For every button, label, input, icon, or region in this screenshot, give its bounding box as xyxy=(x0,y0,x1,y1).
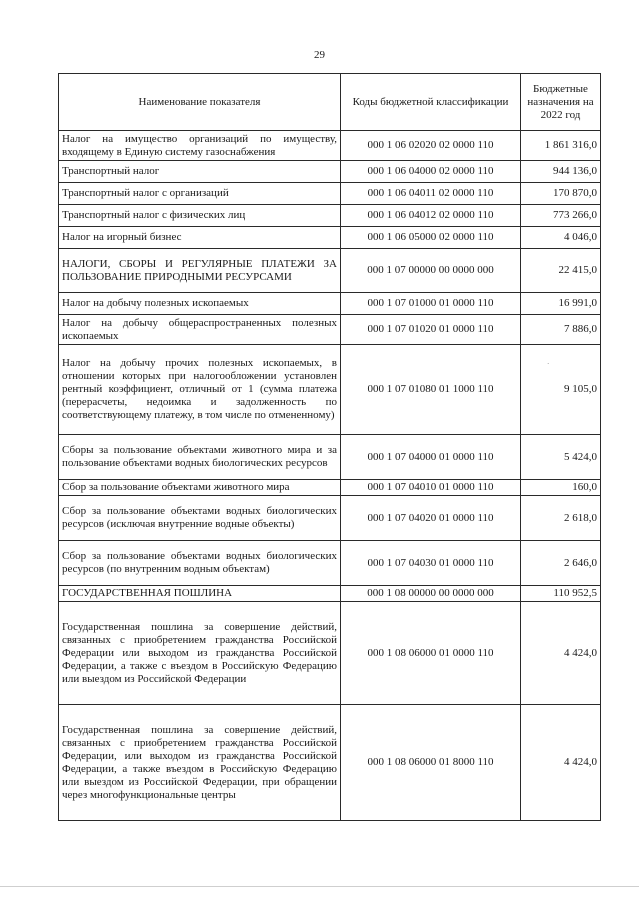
row-amount: 5 424,0 xyxy=(521,435,601,480)
row-code: 000 1 06 04011 02 0000 110 xyxy=(341,183,521,205)
row-name: Налог на добычу полезных ископаемых xyxy=(59,293,341,315)
row-amount: 4 046,0 xyxy=(521,227,601,249)
row-name: Сбор за пользование объектами животного мира xyxy=(59,480,341,496)
row-amount: 9 105,0 xyxy=(521,345,601,435)
table-row xyxy=(59,183,601,205)
footer-divider xyxy=(0,886,639,887)
row-name: Налог на имущество организаций по имуществу, входящему в Единую систему газоснабжения xyxy=(59,131,341,161)
scan-speck: · xyxy=(547,360,550,368)
row-amount: 2 646,0 xyxy=(521,541,601,586)
row-name: Налог на добычу общераспространенных полезных ископаемых xyxy=(59,315,341,345)
row-amount: 110 952,5 xyxy=(521,586,601,602)
row-code: 000 1 07 04000 01 0000 110 xyxy=(341,435,521,480)
row-amount: 7 886,0 xyxy=(521,315,601,345)
row-name: Транспортный налог с физических лиц xyxy=(59,205,341,227)
row-code: 000 1 07 04020 01 0000 110 xyxy=(341,496,521,541)
row-name: Государственная пошлина за совершение действий, связанных с приобретением гражданства Российской Федерации или выходом из гражданства Российской Федерации, а также с въездом в Российскую Федерацию или выездом из Российской Федерации xyxy=(59,602,341,705)
row-code: 000 1 07 04030 01 0000 110 xyxy=(341,541,521,586)
row-amount: 944 136,0 xyxy=(521,161,601,183)
row-name: Налог на игорный бизнес xyxy=(59,227,341,249)
row-name: Транспортный налог с организаций xyxy=(59,183,341,205)
table-row xyxy=(59,315,601,345)
row-amount: 4 424,0 xyxy=(521,705,601,821)
table-row xyxy=(59,205,601,227)
table-row xyxy=(59,161,601,183)
row-code: 000 1 07 01080 01 1000 110 xyxy=(341,345,521,435)
table-row xyxy=(59,345,601,435)
row-code: 000 1 07 01020 01 0000 110 xyxy=(341,315,521,345)
row-name: Налог на добычу прочих полезных ископаемых, в отношении которых при налогообложении установлен рентный коэффициент, отличный от 1 (сумма платежа (перерасчеты, недоимка и задолженность по соответствующему платежу, в том числе по отмененному) xyxy=(59,345,341,435)
row-amount: 16 991,0 xyxy=(521,293,601,315)
row-code: 000 1 08 00000 00 0000 000 xyxy=(341,586,521,602)
row-name: Транспортный налог xyxy=(59,161,341,183)
table-row xyxy=(59,131,601,161)
table-row xyxy=(59,496,601,541)
table-row xyxy=(59,541,601,586)
row-code: 000 1 07 04010 01 0000 110 xyxy=(341,480,521,496)
row-code: 000 1 08 06000 01 0000 110 xyxy=(341,602,521,705)
budget-table xyxy=(58,73,601,821)
row-code: 000 1 08 06000 01 8000 110 xyxy=(341,705,521,821)
row-amount: 170 870,0 xyxy=(521,183,601,205)
row-name: Сборы за пользование объектами животного мира и за пользование объектами водных биологических ресурсов xyxy=(59,435,341,480)
table-row xyxy=(59,249,601,293)
table-row xyxy=(59,586,601,602)
page-number: 29 xyxy=(314,49,325,61)
row-amount: 773 266,0 xyxy=(521,205,601,227)
row-amount: 1 861 316,0 xyxy=(521,131,601,161)
row-name: Государственная пошлина за совершение действий, связанных с приобретением гражданства Российской Федерации, или выходом из гражданства Российской Федерации, а также въездом в Российскую Федерацию или выездом из Российской Федерации, при обращении через многофункциональные центры xyxy=(59,705,341,821)
table-row xyxy=(59,227,601,249)
column-header-code: Коды бюджетной классификации xyxy=(341,74,521,131)
table-row xyxy=(59,705,601,821)
row-code: 000 1 06 05000 02 0000 110 xyxy=(341,227,521,249)
row-name: Сбор за пользование объектами водных биологических ресурсов (исключая внутренние водные объекты) xyxy=(59,496,341,541)
row-name: Сбор за пользование объектами водных биологических ресурсов (по внутренним водным объектам) xyxy=(59,541,341,586)
row-code: 000 1 06 04012 02 0000 110 xyxy=(341,205,521,227)
column-header-name: Наименование показателя xyxy=(59,74,341,131)
table-row xyxy=(59,480,601,496)
row-amount: 4 424,0 xyxy=(521,602,601,705)
row-amount: 2 618,0 xyxy=(521,496,601,541)
table-row xyxy=(59,293,601,315)
row-code: 000 1 06 02020 02 0000 110 xyxy=(341,131,521,161)
row-code: 000 1 06 04000 02 0000 110 xyxy=(341,161,521,183)
row-amount: 160,0 xyxy=(521,480,601,496)
table-row xyxy=(59,435,601,480)
row-code: 000 1 07 01000 01 0000 110 xyxy=(341,293,521,315)
table-header-row xyxy=(59,74,601,131)
row-name: НАЛОГИ, СБОРЫ И РЕГУЛЯРНЫЕ ПЛАТЕЖИ ЗА ПОЛЬЗОВАНИЕ ПРИРОДНЫМИ РЕСУРСАМИ xyxy=(59,249,341,293)
table-row xyxy=(59,602,601,705)
column-header-amount: Бюджетные назначения на 2022 год xyxy=(521,74,601,131)
row-code: 000 1 07 00000 00 0000 000 xyxy=(341,249,521,293)
row-name: ГОСУДАРСТВЕННАЯ ПОШЛИНА xyxy=(59,586,341,602)
row-amount: 22 415,0 xyxy=(521,249,601,293)
